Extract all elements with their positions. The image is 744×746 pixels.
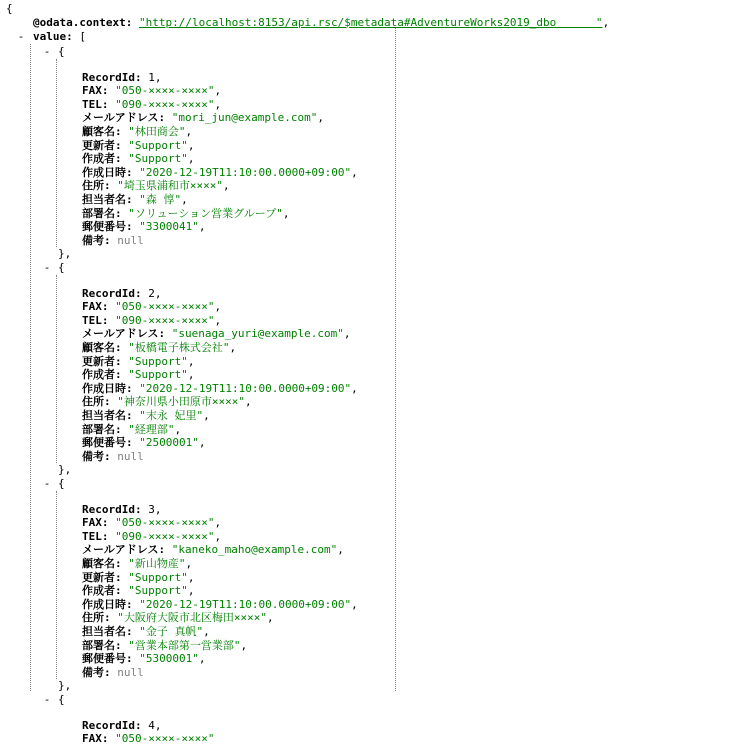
odata-context-link[interactable]: "http://localhost:8153/api.rsc/$metadata#AdventureWorks2019_dbo "	[138, 16, 603, 29]
record-field	[82, 503, 161, 517]
value-collapse-toggle[interactable]: -	[17, 30, 25, 43]
record-field	[82, 287, 161, 301]
comma: ,	[267, 611, 274, 625]
record-field	[82, 327, 351, 341]
field-value: "Support"	[128, 570, 188, 584]
field-value: "050-××××-××××"	[115, 732, 215, 746]
field-value: "2020-12-19T11:10:00.0000+09:00"	[139, 381, 352, 395]
field-key: 更新者:	[82, 354, 122, 368]
field-key: RecordId:	[82, 718, 142, 732]
field-key: 部署名:	[82, 206, 122, 220]
record-field	[82, 314, 221, 328]
record-field	[82, 530, 221, 544]
value-array-line	[33, 30, 86, 44]
field-value: 3	[148, 502, 155, 516]
comma: ,	[185, 557, 193, 570]
field-key: 更新者:	[82, 138, 122, 152]
field-key: 担当者名:	[82, 625, 133, 638]
field-key: TEL:	[82, 313, 109, 327]
column-guide	[395, 28, 396, 691]
field-key: 郵便番号:	[82, 652, 133, 666]
comma: ,	[181, 193, 188, 206]
field-key: FAX:	[82, 84, 109, 98]
field-value: 2	[148, 286, 155, 300]
record-field	[82, 382, 358, 396]
field-key: 作成日時:	[82, 165, 133, 179]
record-open-brace: {	[58, 45, 65, 58]
record-field	[82, 625, 210, 639]
comma: ,	[214, 300, 222, 314]
comma: ,	[203, 409, 210, 422]
record-open-brace: {	[58, 693, 65, 706]
comma: ,	[214, 529, 222, 543]
field-value: "Support"	[128, 368, 188, 382]
record-field	[82, 584, 194, 598]
field-value: null	[117, 449, 144, 463]
comma: ,	[154, 70, 162, 84]
field-value: "090-××××-××××"	[115, 313, 215, 327]
comma: ,	[240, 638, 248, 652]
field-key: 住所:	[82, 611, 111, 625]
field-value: "3300041"	[139, 220, 199, 234]
field-key: 作成日時:	[82, 597, 133, 611]
record-field	[82, 111, 324, 125]
field-key: TEL:	[82, 97, 109, 111]
field-key: 住所:	[82, 179, 111, 193]
record-close-brace: },	[58, 247, 72, 261]
record-field	[82, 598, 358, 612]
record-field	[82, 409, 210, 423]
record-field	[82, 84, 221, 98]
record-field	[82, 152, 194, 166]
field-key: メールアドレス:	[82, 543, 166, 557]
field-value: "森 惇"	[139, 193, 182, 206]
field-key: TEL:	[82, 529, 109, 543]
odata-context-key: @odata.context:	[33, 16, 133, 29]
comma: ,	[337, 543, 344, 557]
field-key: 郵便番号:	[82, 220, 133, 234]
record-field	[82, 368, 194, 382]
comma: ,	[187, 152, 195, 166]
value-array-open: [	[79, 30, 86, 43]
field-value: 1	[148, 70, 155, 84]
comma: ,	[229, 341, 237, 354]
comma: ,	[245, 395, 252, 409]
comma: ,	[214, 516, 222, 530]
indent-guide-record	[56, 491, 57, 680]
record-field	[82, 220, 205, 234]
comma: ,	[214, 97, 222, 111]
record-close-brace: },	[58, 679, 72, 693]
comma: ,	[154, 286, 162, 300]
record-field	[82, 179, 230, 193]
record-field	[82, 450, 144, 464]
field-value: "埼玉県浦和市××××"	[117, 179, 223, 193]
field-value: null	[117, 665, 144, 679]
field-value: "kaneko_maho@example.com"	[171, 543, 338, 557]
comma: ,	[317, 111, 325, 125]
field-key: 担当者名:	[82, 409, 133, 422]
root-open-brace: {	[6, 2, 13, 15]
field-key: RecordId:	[82, 70, 142, 84]
field-value: "Support"	[128, 584, 188, 598]
field-key: FAX:	[82, 300, 109, 314]
record-field	[82, 571, 194, 585]
field-key: 更新者:	[82, 570, 122, 584]
comma: ,	[187, 354, 195, 368]
record-collapse-toggle[interactable]: -	[43, 261, 51, 274]
record-field	[82, 436, 205, 450]
comma: ,	[214, 313, 222, 327]
field-value: "金子 真帆"	[139, 625, 204, 638]
field-value: "090-××××-××××"	[115, 529, 215, 543]
field-key: 備考:	[82, 449, 111, 463]
field-value: "mori_jun@example.com"	[171, 111, 318, 125]
indent-guide-array	[30, 44, 31, 691]
record-field	[82, 166, 358, 180]
field-key: 作成日時:	[82, 381, 133, 395]
comma: ,	[351, 381, 358, 395]
record-open-brace: {	[58, 477, 65, 490]
odata-context-line: @odata.context: "http://localhost:8153/api.rsc/$metadata#AdventureWorks2019_dbo ",	[33, 16, 610, 29]
comma: ,	[174, 422, 182, 436]
record-collapse-toggle[interactable]: -	[43, 693, 51, 706]
field-key: 顧客名:	[82, 557, 122, 570]
field-key: 部署名:	[82, 422, 122, 436]
field-key: 備考:	[82, 665, 111, 679]
field-key: FAX:	[82, 732, 109, 746]
comma: ,	[351, 165, 358, 179]
record-field	[82, 423, 181, 437]
field-value: "末永 妃里"	[139, 409, 204, 422]
field-value: "林田商会"	[128, 125, 186, 138]
comma: ,	[154, 502, 162, 516]
field-value: null	[117, 233, 144, 247]
field-value: "新山物産"	[128, 557, 186, 570]
field-value: "神奈川県小田原市××××"	[117, 395, 245, 409]
record-field	[82, 98, 221, 112]
field-value: "Support"	[128, 138, 188, 152]
record-field	[82, 719, 161, 733]
field-value: "050-××××-××××"	[115, 300, 215, 314]
comma: ,	[203, 625, 210, 638]
record-field	[82, 732, 214, 746]
comma: ,	[351, 597, 358, 611]
comma: ,	[198, 436, 206, 450]
field-key: 作成者:	[82, 152, 122, 166]
record-field	[82, 71, 161, 85]
comma: ,	[214, 84, 222, 98]
indent-guide-record	[56, 59, 57, 248]
comma: ,	[187, 368, 195, 382]
record-field	[82, 611, 274, 625]
record-field	[82, 639, 247, 653]
value-key: value:	[33, 30, 73, 43]
record-field	[82, 557, 192, 571]
comma: ,	[223, 179, 230, 193]
comma: ,	[187, 584, 195, 598]
record-field	[82, 300, 221, 314]
record-field	[82, 125, 192, 139]
record-field	[82, 666, 144, 680]
field-value: "5300001"	[139, 652, 199, 666]
record-field	[82, 516, 221, 530]
field-value: "経理部"	[128, 422, 175, 436]
comma: ,	[198, 652, 206, 666]
record-field	[82, 207, 289, 221]
record-field	[82, 234, 144, 248]
field-value: "050-××××-××××"	[115, 84, 215, 98]
field-value: "Support"	[128, 152, 188, 166]
field-key: 作成者:	[82, 584, 122, 598]
record-field	[82, 139, 194, 153]
comma: ,	[187, 138, 195, 152]
record-field	[82, 355, 194, 369]
field-value: "2020-12-19T11:10:00.0000+09:00"	[139, 597, 352, 611]
record-field	[82, 193, 188, 207]
comma: ,	[198, 220, 206, 234]
comma: ,	[185, 125, 193, 138]
field-value: "2020-12-19T11:10:00.0000+09:00"	[139, 165, 352, 179]
record-open-brace: {	[58, 261, 65, 274]
field-key: 部署名:	[82, 638, 122, 652]
field-key: FAX:	[82, 516, 109, 530]
field-value: "050-××××-××××"	[115, 516, 215, 530]
field-key: 顧客名:	[82, 341, 122, 354]
comma: ,	[343, 327, 351, 341]
field-value: "2500001"	[139, 436, 199, 450]
field-value: "板橋電子株式会社"	[128, 341, 230, 354]
field-key: 住所:	[82, 395, 111, 409]
field-key: RecordId:	[82, 286, 142, 300]
field-key: 郵便番号:	[82, 436, 133, 450]
field-key: RecordId:	[82, 502, 142, 516]
field-key: メールアドレス:	[82, 111, 166, 125]
field-key: 作成者:	[82, 368, 122, 382]
field-value: "ソリューション営業グループ"	[128, 206, 283, 220]
comma: ,	[282, 206, 290, 220]
comma: ,	[154, 718, 162, 732]
field-key: 担当者名:	[82, 193, 133, 206]
field-value: "営業本部第一営業部"	[128, 638, 241, 652]
field-value: "suenaga_yuri@example.com"	[171, 327, 344, 341]
record-collapse-toggle[interactable]: -	[43, 477, 51, 490]
comma: ,	[187, 570, 195, 584]
field-value: "090-××××-××××"	[115, 97, 215, 111]
field-value: "Support"	[128, 354, 188, 368]
field-value: 4	[148, 718, 155, 732]
record-close-brace: },	[58, 463, 72, 477]
record-collapse-toggle[interactable]: -	[43, 45, 51, 58]
indent-guide-record	[56, 275, 57, 464]
field-key: メールアドレス:	[82, 327, 166, 341]
record-field	[82, 652, 205, 666]
record-field	[82, 543, 344, 557]
field-key: 備考:	[82, 233, 111, 247]
field-key: 顧客名:	[82, 125, 122, 138]
field-value: "大阪府大阪市北区梅田××××"	[117, 611, 267, 625]
record-field	[82, 341, 236, 355]
record-field	[82, 395, 252, 409]
